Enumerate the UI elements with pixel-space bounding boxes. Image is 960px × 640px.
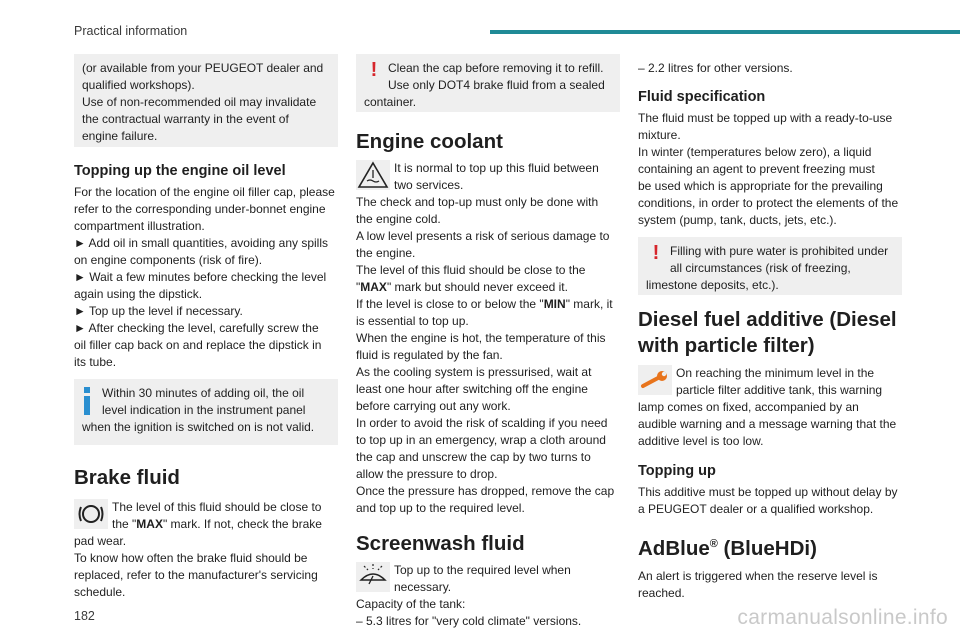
topping-oil-line: ► Add oil in small quantities, avoiding any spills: [74, 236, 329, 250]
page-number: 182: [74, 609, 95, 623]
header-accent-bar: [490, 30, 960, 34]
topping-oil-line: on engine components (risk of fire).: [74, 253, 263, 267]
coolant-line: The level of this fluid should be close to the: [356, 263, 586, 277]
warning-line: Clean the cap before removing it to refill.: [388, 61, 604, 75]
text-fragment: If the level is close to or below the ": [356, 297, 544, 311]
registered-mark: ®: [709, 538, 718, 550]
capacity-line: – 2.2 litres for other versions.: [638, 61, 793, 75]
warning-icon: !: [370, 59, 378, 81]
fluid-spec-line: conditions, in order to protect the elements of the: [638, 196, 899, 210]
coolant-intro-line: It is normal to top up this fluid between: [394, 161, 599, 175]
fluid-spec-line: containing an agent to prevent freezing must: [638, 162, 875, 176]
warning-line: Use only DOT4 brake fluid from a sealed: [388, 78, 605, 92]
coolant-line: As the cooling system is pressurised, wait at: [356, 365, 592, 379]
oil-note-line: Use of non-recommended oil may invalidate: [82, 95, 317, 109]
diesel-line: lamp comes on fixed, accompanied by an: [638, 400, 859, 414]
coolant-line: A low level presents a risk of serious damage to: [356, 229, 610, 243]
diesel-intro-line: particle filter additive tank, this warning: [676, 383, 883, 397]
fluid-spec-line: be used which is appropriate for the prevailing: [638, 179, 883, 193]
topping-oil-line: again using the dipstick.: [74, 287, 203, 301]
coolant-line: In order to avoid the risk of scalding if you need: [356, 416, 608, 430]
diesel-intro-line: On reaching the minimum level in the: [676, 366, 875, 380]
topping-oil-line: ► Wait a few minutes before checking the level: [74, 270, 327, 284]
fluid-spec-line: In winter (temperatures below zero), a liquid: [638, 145, 872, 159]
text-fragment: " mark but should never exceed it.: [386, 280, 568, 294]
topping-oil-line: For the location of the engine oil filler cap, please: [74, 185, 335, 199]
water-warning-line: limestone deposits, etc.).: [646, 278, 779, 292]
coolant-intro-line: two services.: [394, 178, 464, 192]
wrench-icon: [638, 365, 672, 395]
max-mark-text: MAX: [360, 280, 387, 294]
coolant-line: When the engine is hot, the temperature of this: [356, 331, 606, 345]
diesel-line: audible warning and a message warning that the: [638, 417, 897, 431]
max-mark-text: MAX: [136, 517, 163, 531]
warning-line: container.: [364, 95, 417, 109]
coolant-max-line: [356, 279, 620, 296]
column-1: [74, 54, 338, 601]
oil-note-line: the contractual warranty in the event of: [82, 112, 289, 126]
topping-up-line: This additive must be topped up without delay by: [638, 485, 898, 499]
topping-oil-line: ► After checking the level, carefully screw the: [74, 321, 319, 335]
topping-oil-line: ► Top up the level if necessary.: [74, 304, 243, 318]
screenwash-intro-line: Top up to the required level when: [394, 563, 571, 577]
brake-line: To know how often the brake fluid should be: [74, 551, 308, 565]
screenwash-intro-line: necessary.: [394, 580, 452, 594]
water-warning-box: [638, 237, 902, 295]
coolant-line: the engine.: [356, 246, 416, 260]
diesel-line: additive level is too low.: [638, 434, 764, 448]
brake-line: pad wear.: [74, 534, 127, 548]
topping-oil-line: compartment illustration.: [74, 219, 205, 233]
fluid-spec-line: The fluid must be topped up with a ready-to-use: [638, 111, 893, 125]
topping-oil-line: oil filler cap back on and replace the dipstick in: [74, 338, 322, 352]
coolant-line: the engine cold.: [356, 212, 441, 226]
coolant-line: is essential to top up.: [356, 314, 469, 328]
column-2: [356, 54, 620, 630]
oil-note-line: (or available from your PEUGEOT dealer and: [82, 61, 324, 75]
water-warning-line: Filling with pure water is prohibited under: [670, 244, 889, 258]
screenwash-line: – 5.3 litres for "very cold climate" versions.: [356, 614, 582, 628]
coolant-line: Once the pressure has dropped, remove the cap: [356, 484, 615, 498]
watermark: carmanualsonline.info: [737, 606, 948, 629]
text-fragment: the ": [112, 517, 137, 531]
water-warning-line: all circumstances (risk of freezing,: [670, 261, 851, 275]
text-fragment: ": [356, 280, 361, 294]
coolant-line: the cap and unscrew the cap by two turns to: [356, 450, 591, 464]
coolant-line: least one hour after switching off the engine: [356, 382, 588, 396]
topping-oil-heading: Topping up the engine oil level: [74, 163, 286, 179]
coolant-line: to top up in an emergency, wrap a cloth around: [356, 433, 606, 447]
section-title: Practical information: [74, 24, 188, 38]
diesel-additive-heading: Diesel fuel additive (Diesel: [638, 308, 897, 331]
diesel-additive-heading-2: with particle filter): [638, 334, 815, 357]
coolant-line: The check and top-up must only be done with: [356, 195, 599, 209]
oil-note-box: [74, 54, 338, 147]
coolant-line: fluid is regulated by the fan.: [356, 348, 503, 362]
adblue-line: reached.: [638, 585, 685, 600]
fluid-spec-line: system (pump, tank, ducts, jets, etc.).: [638, 213, 837, 227]
warning-icon: !: [652, 242, 660, 264]
screenwash-icon: [356, 562, 390, 592]
brake-line: replaced, refer to the manufacturer's servicing: [74, 568, 318, 582]
coolant-line: and top up to the required level.: [356, 501, 525, 515]
brake-fluid-heading: Brake fluid: [74, 466, 180, 489]
topping-up-heading: Topping up: [638, 463, 716, 479]
info-note-line: when the ignition is switched on is not valid.: [82, 420, 315, 434]
info-icon: [82, 385, 96, 415]
info-note-line: level indication in the instrument panel: [102, 403, 306, 417]
brake-line: schedule.: [74, 585, 126, 599]
coolant-line: allow the pressure to drop.: [356, 467, 498, 481]
topping-up-line: a PEUGEOT dealer or a qualified workshop.: [638, 502, 874, 516]
screenwash-heading: Screenwash fluid: [356, 532, 525, 555]
text-fragment: " mark. If not, check the brake: [162, 517, 322, 531]
text-fragment: (BlueHDi): [717, 536, 817, 560]
topping-oil-line: refer to the corresponding under-bonnet engine: [74, 202, 326, 216]
text-fragment: AdBlue: [638, 536, 710, 560]
brake-intro-line-2: [74, 516, 338, 533]
fluid-spec-heading: Fluid specification: [638, 89, 766, 105]
coolant-min-line: [356, 296, 620, 313]
min-mark-text: MIN: [543, 297, 566, 311]
engine-coolant-heading: Engine coolant: [356, 130, 503, 153]
adblue-heading: [638, 531, 902, 562]
info-note-box: [74, 379, 338, 445]
adblue-line: An alert is triggered when the reserve level is: [638, 568, 878, 583]
column-3: [638, 54, 902, 602]
info-note-line: Within 30 minutes of adding oil, the oil: [102, 386, 305, 400]
brake-intro-line: The level of this fluid should be close to: [112, 500, 322, 514]
fluid-spec-line: mixture.: [638, 128, 681, 142]
oil-note-line: engine failure.: [82, 129, 158, 143]
warning-box: [356, 54, 620, 112]
topping-oil-line: its tube.: [74, 355, 117, 369]
coolant-line: before carrying out any work.: [356, 399, 511, 413]
warning-triangle-icon: [356, 160, 390, 190]
text-fragment: " mark, it: [565, 297, 613, 311]
oil-note-line: qualified workshops).: [82, 78, 195, 92]
brake-fluid-icon: [74, 499, 108, 529]
screenwash-line: Capacity of the tank:: [356, 597, 466, 611]
